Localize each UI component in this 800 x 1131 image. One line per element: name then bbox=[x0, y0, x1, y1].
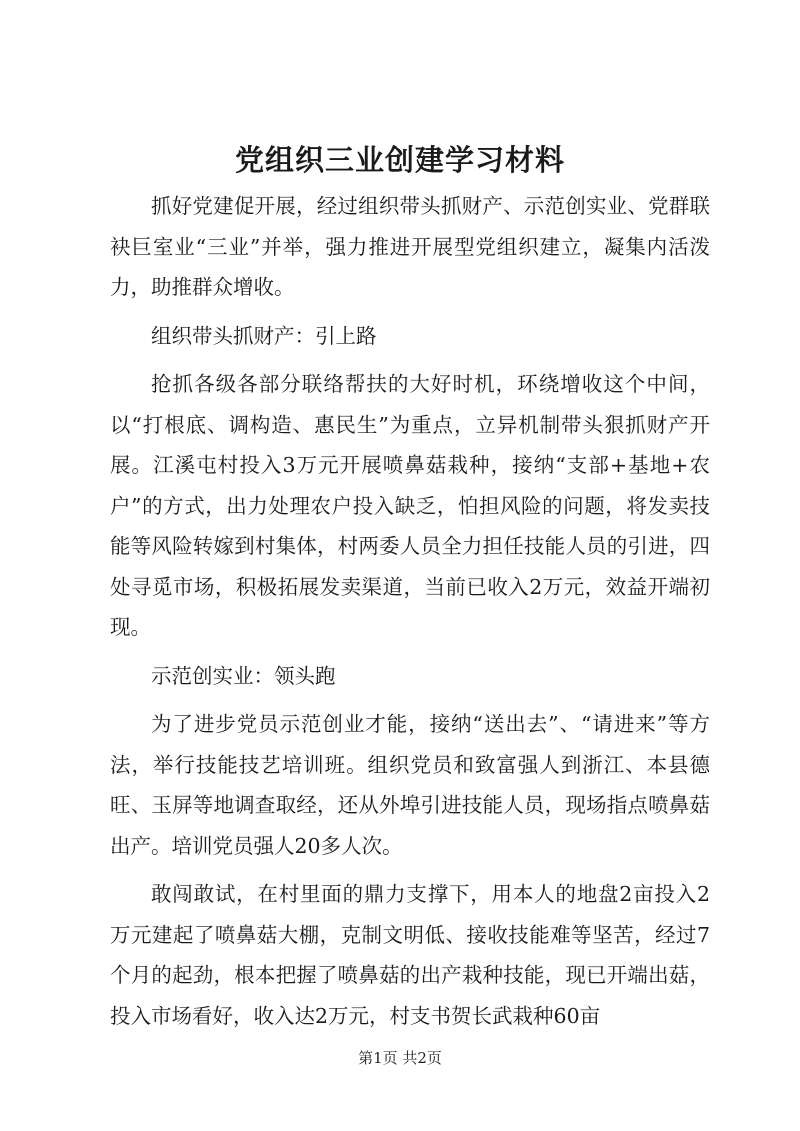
paragraph-training: 为了进步党员示范创业才能，接纳“送出去”、“请进来”等方法，举行技能技艺培训班。组织党员和致富强人到浙江、本县德旺、玉屏等地调查取经，还从外埠引进技能人员，现场指点喷鼻菇出产。培训党员强人20多人次。 bbox=[110, 712, 710, 858]
document-body bbox=[110, 186, 710, 1044]
paragraph-intro: 抓好党建促开展，经过组织带头抓财产、示范创实业、党群联袂巨室业“三业”并举，强力推进开展型党组织建立，凝集内活泼力，助推群众增收。 bbox=[110, 194, 710, 299]
section-heading-industry: 组织带头抓财产：引上路 bbox=[151, 323, 377, 348]
page-number-footer: 第1页 共2页 bbox=[358, 1049, 442, 1067]
section-heading-enterprise: 示范创实业：领头跑 bbox=[151, 663, 336, 688]
paragraph-pioneer: 敢闯敢试，在村里面的鼎力支撑下，用本人的地盘2亩投入2万元建起了喷鼻菇大棚，克制文明低、接收技能难等坚苦，经过7个月的起劲，根本把握了喷鼻菇的出产栽种技能，现已开端出菇，投入市场看好，收入达2万元，村支书贺长武栽种60亩 bbox=[110, 882, 710, 1028]
document-title: 党组织三业创建学习材料 bbox=[234, 143, 565, 177]
paragraph-industry: 抢抓各级各部分联络帮扶的大好时机，环绕增收这个中间，以“打根底、调构造、惠民生”为重点，立异机制带头狠抓财产开展。江溪屯村投入3万元开展喷鼻菇栽种，接纳“支部+基地+农户”的方式，出力处理农户投入缺乏，怕担风险的问题，将发卖技能等风险转嫁到村集体，村两委人员全力担任技能人员的引进，四处寻觅市场，积极拓展发卖渠道，当前已收入2万元，效益开端初现。 bbox=[110, 372, 710, 639]
